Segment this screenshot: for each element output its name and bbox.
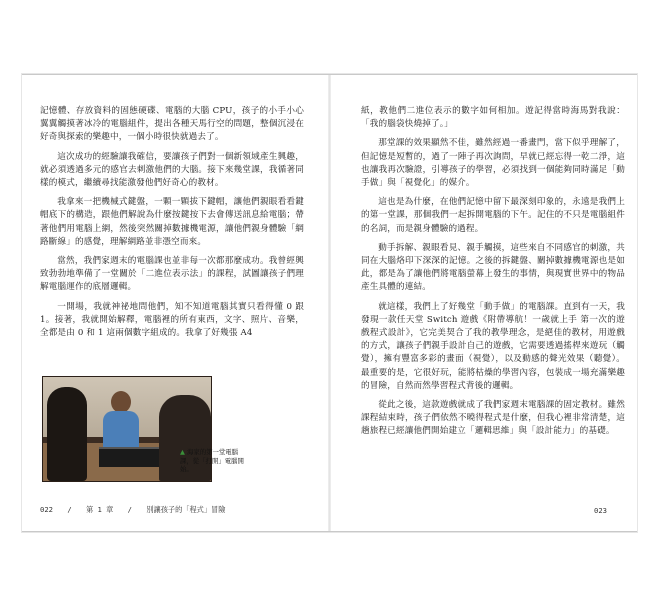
right-paragraph-5: 就這樣，我們上了好幾堂「動手做」的電腦課。直到有一天，我發現一款任天堂 Switch 遊戲《附帶導航！一歲就上手 第一次的遊戲程式設計》，它完美契合了我的教學理念，是絕佳的教材，用遊戲的方式，讓孩子們親手設計自己的遊戲，它需要透過搖桿來遊玩（觸覺），擁有豐富多彩的畫面（視覺），以及動感的聲光效果（聽覺）。最重要的是，它很好玩，能將枯燥的學習內容，包裝成一場充滿樂趣的冒險，自然而然學習程式背後的邏輯。 xyxy=(361,301,625,391)
footer-separator-2: / xyxy=(127,505,132,514)
left-paragraph-2: 這次成功的經驗讓我確信，要讓孩子們對一個新領域產生興趣，就必須透過多元的感官去刺激他們的大腦。接下來幾堂課，我循著同樣的模式，繼續尋找能激發他們好奇心的教材。 xyxy=(40,151,304,189)
left-page-body xyxy=(40,105,304,340)
left-paragraph-4: 當然，我們家週末的電腦課也並非每一次都那麼成功。我曾經興致勃勃地準備了一堂關於「二進位表示法」的課程，試圖讓孩子們理解電腦運作的底層邏輯。 xyxy=(40,256,304,293)
left-paragraph-3: 我拿來一把機械式鍵盤，一顆一顆拔下鍵帽，讓他們親眼看看鍵帽底下的構造，跟他們解說為什麼按鍵按下去會傳送訊息給電腦；帶著他們用電腦上網，然後突然關掉數據機電源，讓他們親身體驗「網路斷線」的感覺，理解網路並非憑空而來。 xyxy=(40,197,304,247)
right-page-footer xyxy=(594,506,617,515)
footer-separator-1: / xyxy=(67,505,72,514)
right-page-number: 023 xyxy=(594,506,607,515)
right-paragraph-2: 那堂課的效果顯然不佳，雖然經過一番畫門，當下似乎理解了，但記憶是短暫的，過了一陣子再次詢問，早就已經忘得一乾二淨，這也讓我再次驗證，引導孩子的學習，必須找到一個能夠同時滿足「動手做」與「視覺化」的媒介。 xyxy=(361,138,625,189)
laptop xyxy=(99,447,159,467)
caption-triangle-icon: ▲ xyxy=(180,448,185,456)
caption-text: 海家的第一堂電腦課，從「打開」電腦開始。 xyxy=(180,448,244,474)
left-paragraph-1: 記憶體、存放資料的固態硬碟、電腦的大腦 CPU，孩子的小手小心翼翼觸摸著冰冷的電腦組件，提出各種天馬行空的問題，整個沉浸在好奇與探索的樂趣中，一個小時很快就過去了。 xyxy=(40,106,304,143)
right-paragraph-4: 動手拆解、親眼看見、親手觸摸，這些來自不同感官的刺激，共同在大腦烙印下深深的記憶。之後的拆鍵盤、關掉數據機電源也是如此，都是為了讓他們將電腦螢幕上發生的事情，與現實世界中的物品產生具體的連結。 xyxy=(361,242,625,293)
right-paragraph-6: 從此之後，這款遊戲就成了我們家週末電腦課的固定教材。雖然課程結束時，孩子們依然不曉得程式是什麼，但我心裡非常清楚，這趟旅程已經讓他們開始建立「邏輯思維」與「設計能力」的基礎。 xyxy=(361,400,625,437)
right-page xyxy=(331,75,637,531)
adult-figure-left xyxy=(47,387,87,481)
left-page xyxy=(22,75,328,531)
left-page-footer xyxy=(40,505,235,515)
right-paragraph-1: 紙，教他們二進位表示的數字如何相加。遊記得當時海馬對我說：「我的腦袋快燒掉了。」 xyxy=(361,106,625,130)
right-page-body xyxy=(361,105,625,439)
left-paragraph-5: 一開場，我就神祕地問他們，知不知道電腦其實只看得懂 0 跟 1。接著，我就開始解釋，電腦裡的所有東西，文字、照片、音樂，全都是由 0 和 1 這兩個數字組成的。我拿了好幾張 A4 xyxy=(40,301,304,339)
book-spread xyxy=(22,74,637,532)
photo-caption xyxy=(180,448,250,474)
right-paragraph-3: 這也是為什麼，在他們記憶中留下最深刻印象的，永遠是我們上的第一堂課，那個我們一起拆開電腦的下午。記住的不只是電腦組件的名詞，而是親身體驗的過程。 xyxy=(361,197,625,234)
left-page-number: 022 xyxy=(40,505,53,514)
footer-chapter-title: 別讓孩子的「程式」冒險 xyxy=(146,505,226,514)
child-figure xyxy=(103,391,139,451)
footer-chapter: 第 1 章 xyxy=(85,505,114,514)
